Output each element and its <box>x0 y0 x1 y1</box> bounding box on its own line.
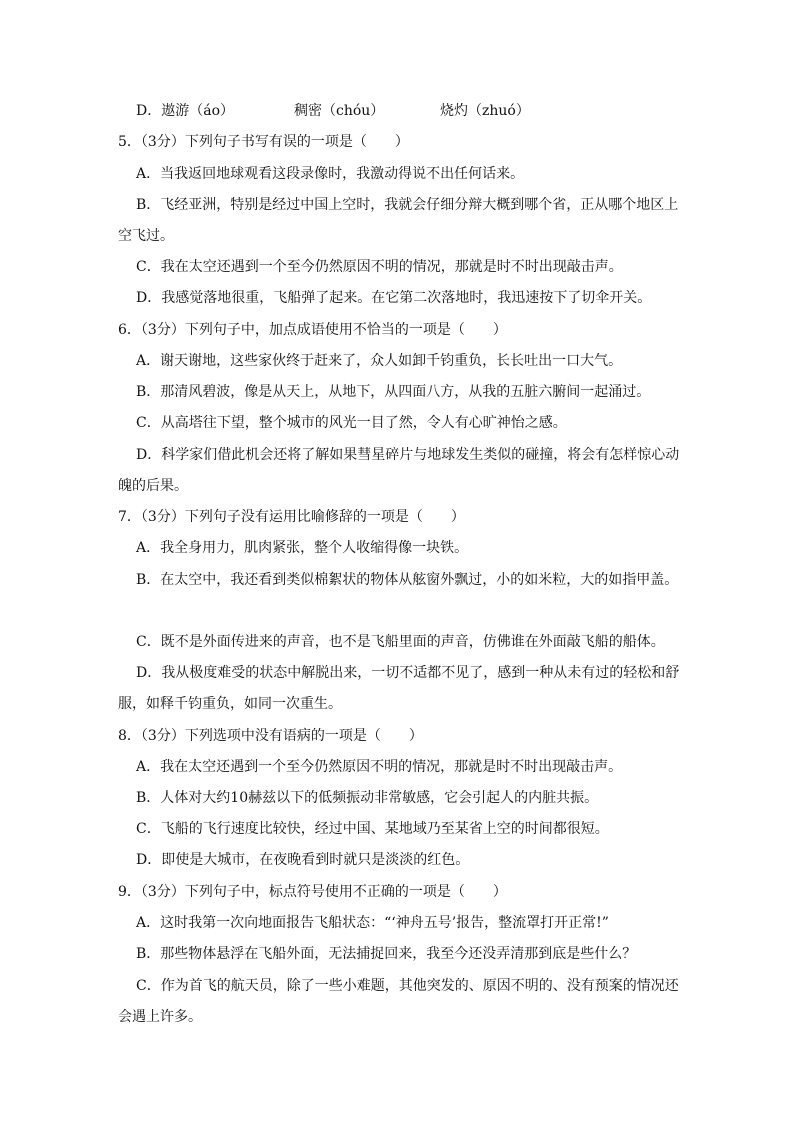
question-6-option-d: D．科学家们借此机会还将了解如果彗星碎片与地球发生类似的碰撞，将会有怎样惊心动 <box>136 447 680 463</box>
question-9-option-c: C．作为首飞的航天员，除了一些小难题，其他突发的、原因不明的、没有预案的情况还 <box>136 978 679 994</box>
question-9-option-b: B．那些物体悬浮在飞船外面，无法捕捉回来，我至今还没弄清那到底是些什么？ <box>136 946 637 962</box>
prev-option-d-label: D．遨游（áo） <box>136 103 234 119</box>
question-7-option-a: A．我全身用力，肌肉紧张，整个人收缩得像一块铁。 <box>136 540 469 556</box>
question-6-option-a: A．谢天谢地，这些家伙终于赶来了，众人如卸千钧重负，长长吐出一口大气。 <box>136 353 623 369</box>
question-7-option-b: B．在太空中，我还看到类似棉絮状的物体从舷窗外飘过，小的如米粒，大的如指甲盖。 <box>136 572 679 588</box>
question-6-stem: 6．（3分）下列句子中，加点成语使用不恰当的一项是（ ） <box>118 322 507 338</box>
question-7-option-d-cont: 服，如释千钧重负，如同一次重生。 <box>118 696 342 712</box>
question-5-option-b-cont: 空飞过。 <box>118 228 174 244</box>
question-7-stem: 7．（3分）下列句子没有运用比喻修辞的一项是（ ） <box>118 509 465 525</box>
question-5-option-b: B．飞经亚洲，特别是经过中国上空时，我就会仔细分辩大概到哪个省，正从哪个地区上 <box>136 197 679 213</box>
question-5-option-a: A．当我返回地球观看这段录像时，我激动得说不出任何话来。 <box>136 166 525 182</box>
question-9-option-c-cont: 会遇上许多。 <box>118 1009 202 1025</box>
question-5-option-c: C．我在太空还遇到一个至今仍然原因不明的情况，那就是时不时出现敲击声。 <box>136 259 623 275</box>
question-9-stem: 9．（3分）下列句子中，标点符号使用不正确的一项是（ ） <box>118 884 507 900</box>
prev-option-d-item3: 烧灼（zhuó） <box>440 103 530 119</box>
question-5-stem: 5．（3分）下列句子书写有误的一项是（ ） <box>118 134 409 150</box>
question-9-option-a: A．这时我第一次向地面报告飞船状态：“‘神舟五号’报告，整流罩打开正常!” <box>136 915 609 931</box>
question-8-option-d: D．即使是大城市，在夜晚看到时就只是淡淡的红色。 <box>136 852 470 868</box>
question-8-stem: 8．（3分）下列选项中没有语病的一项是（ ） <box>118 728 423 744</box>
question-8-option-a: A．我在太空还遇到一个至今仍然原因不明的情况，那就是时不时出现敲击声。 <box>136 759 623 775</box>
question-8-option-c: C．飞船的飞行速度比较快，经过中国、某地域乃至某省上空的时间都很短。 <box>136 821 609 837</box>
question-7-option-d: D．我从极度难受的状态中解脱出来，一切不适都不见了，感到一种从未有过的轻松和舒 <box>136 665 680 681</box>
prev-option-d-item2: 稠密（chóu） <box>294 103 385 119</box>
question-6-option-d-cont: 魄的后果。 <box>118 478 188 494</box>
question-7-option-c: C．既不是外面传进来的声音，也不是飞船里面的声音，仿佛谁在外面敲飞船的船体。 <box>136 634 665 650</box>
question-6-option-b: B．那清风碧波，像是从天上，从地下，从四面八方，从我的五脏六腑间一起涌过。 <box>136 384 651 400</box>
prev-option-d <box>136 101 656 121</box>
question-8-option-b: B．人体对大约10赫兹以下的低频振动非常敏感，它会引起人的内脏共振。 <box>136 790 599 806</box>
question-5-option-d: D．我感觉落地很重，飞船弹了起来。在它第二次落地时，我迅速按下了切伞开关。 <box>136 290 652 306</box>
question-6-option-c: C．从高塔往下望，整个城市的风光一目了然，令人有心旷神怡之感。 <box>136 415 567 431</box>
